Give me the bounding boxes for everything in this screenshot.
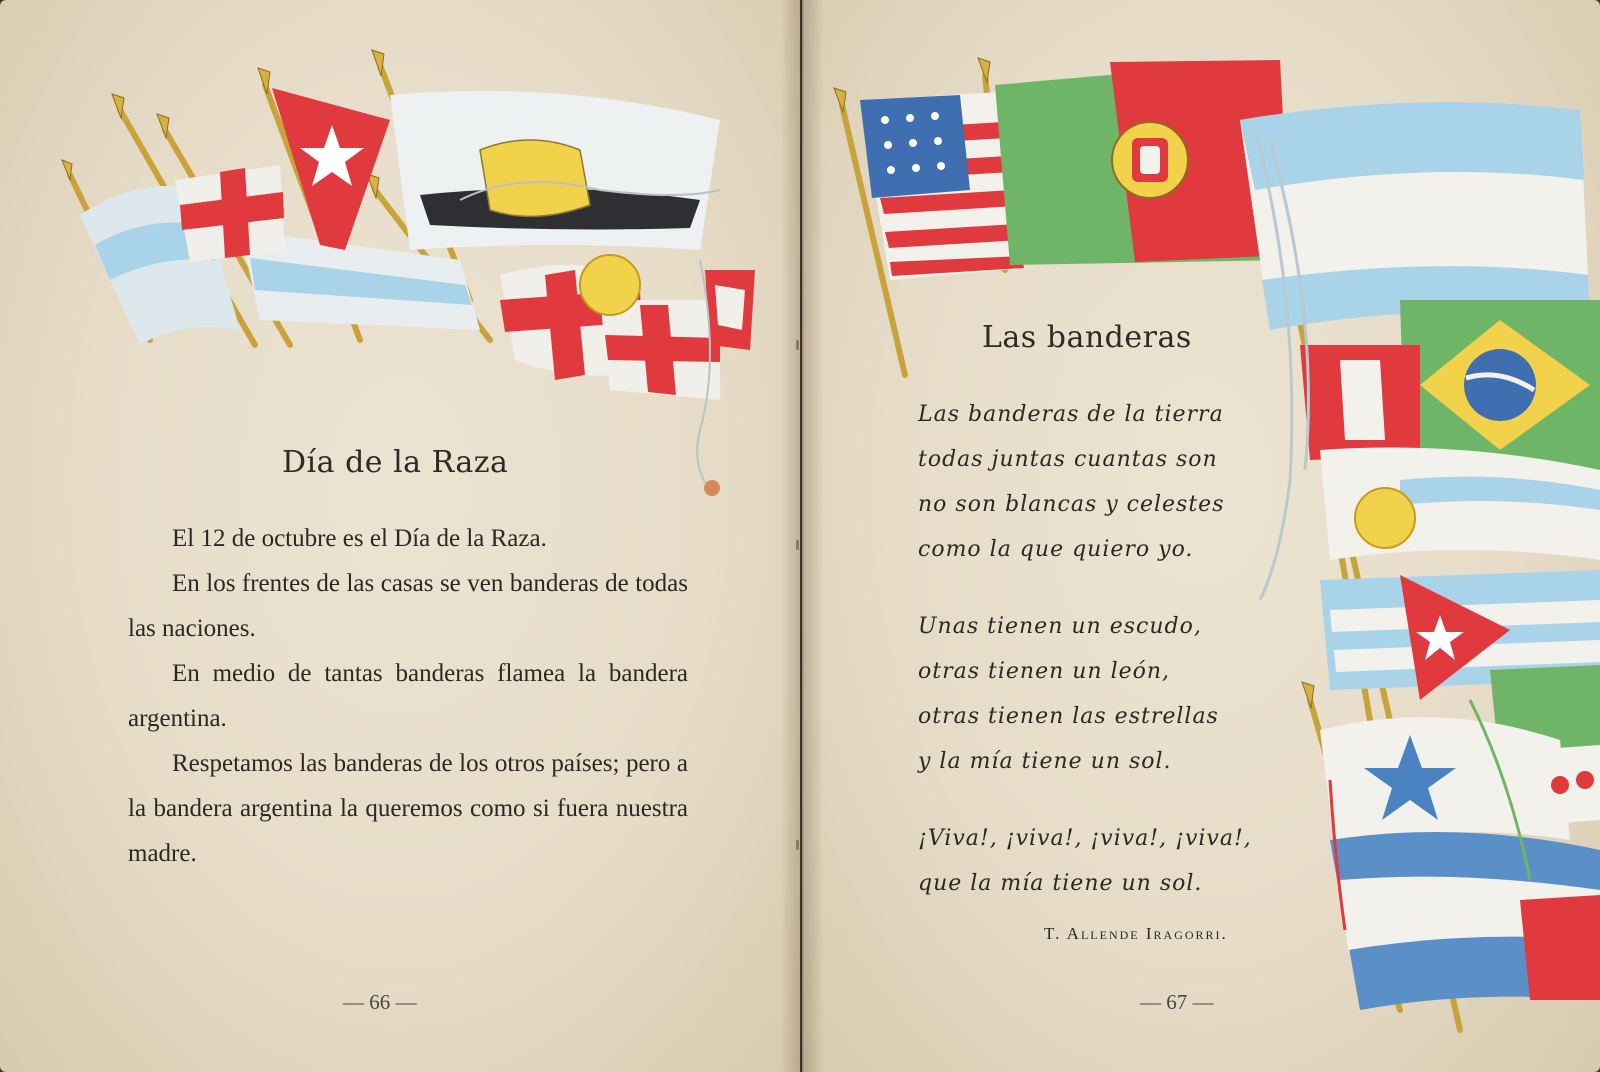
- poem: [918, 392, 1252, 938]
- paragraph: Respetamos las banderas de los otros países; pero a la bandera argentina la queremos como si fuera nuestra madre.: [128, 750, 688, 867]
- poem-line: otras tienen un león,: [918, 659, 1171, 684]
- binding-stitch: [796, 340, 799, 350]
- poem-line: todas juntas cuantas son: [918, 447, 1218, 472]
- author-name: T. Allende Iragorri.: [1044, 924, 1228, 943]
- poem-line: que la mía tiene un sol.: [918, 871, 1203, 896]
- poem-line: no son blancas y celestes: [918, 492, 1225, 517]
- poem-line: Unas tienen un escudo,: [918, 614, 1202, 639]
- book-gutter: [780, 0, 824, 1072]
- poem-line: Las banderas de la tierra: [918, 402, 1224, 427]
- poem-line: como la que quiero yo.: [918, 537, 1194, 562]
- poem-stanza: [918, 604, 1252, 784]
- binding-stitch: [796, 840, 799, 850]
- poem-line: otras tienen las estrellas: [918, 704, 1219, 729]
- left-page-title: Día de la Raza: [282, 445, 509, 480]
- poem-line: y la mía tiene un sol.: [918, 749, 1172, 774]
- binding-stitch: [796, 540, 799, 550]
- left-page-body: [128, 516, 688, 876]
- left-page-number: — 66 —: [343, 990, 417, 1014]
- poem-author: [1044, 924, 1228, 944]
- paragraph: En medio de tantas banderas flamea la bandera argentina.: [128, 660, 688, 732]
- poem-stanza: [918, 392, 1252, 572]
- paragraph: En los frentes de las casas se ven banderas de todas las naciones.: [128, 570, 688, 642]
- left-flags-illustration: [0, 0, 800, 520]
- poem-stanza: [918, 816, 1252, 906]
- right-page-number: — 67 —: [1140, 990, 1214, 1014]
- paragraph: El 12 de octubre es el Día de la Raza.: [172, 525, 547, 552]
- right-page-title: Las banderas: [982, 320, 1192, 355]
- poem-line: ¡Viva!, ¡viva!, ¡viva!, ¡viva!,: [918, 826, 1252, 851]
